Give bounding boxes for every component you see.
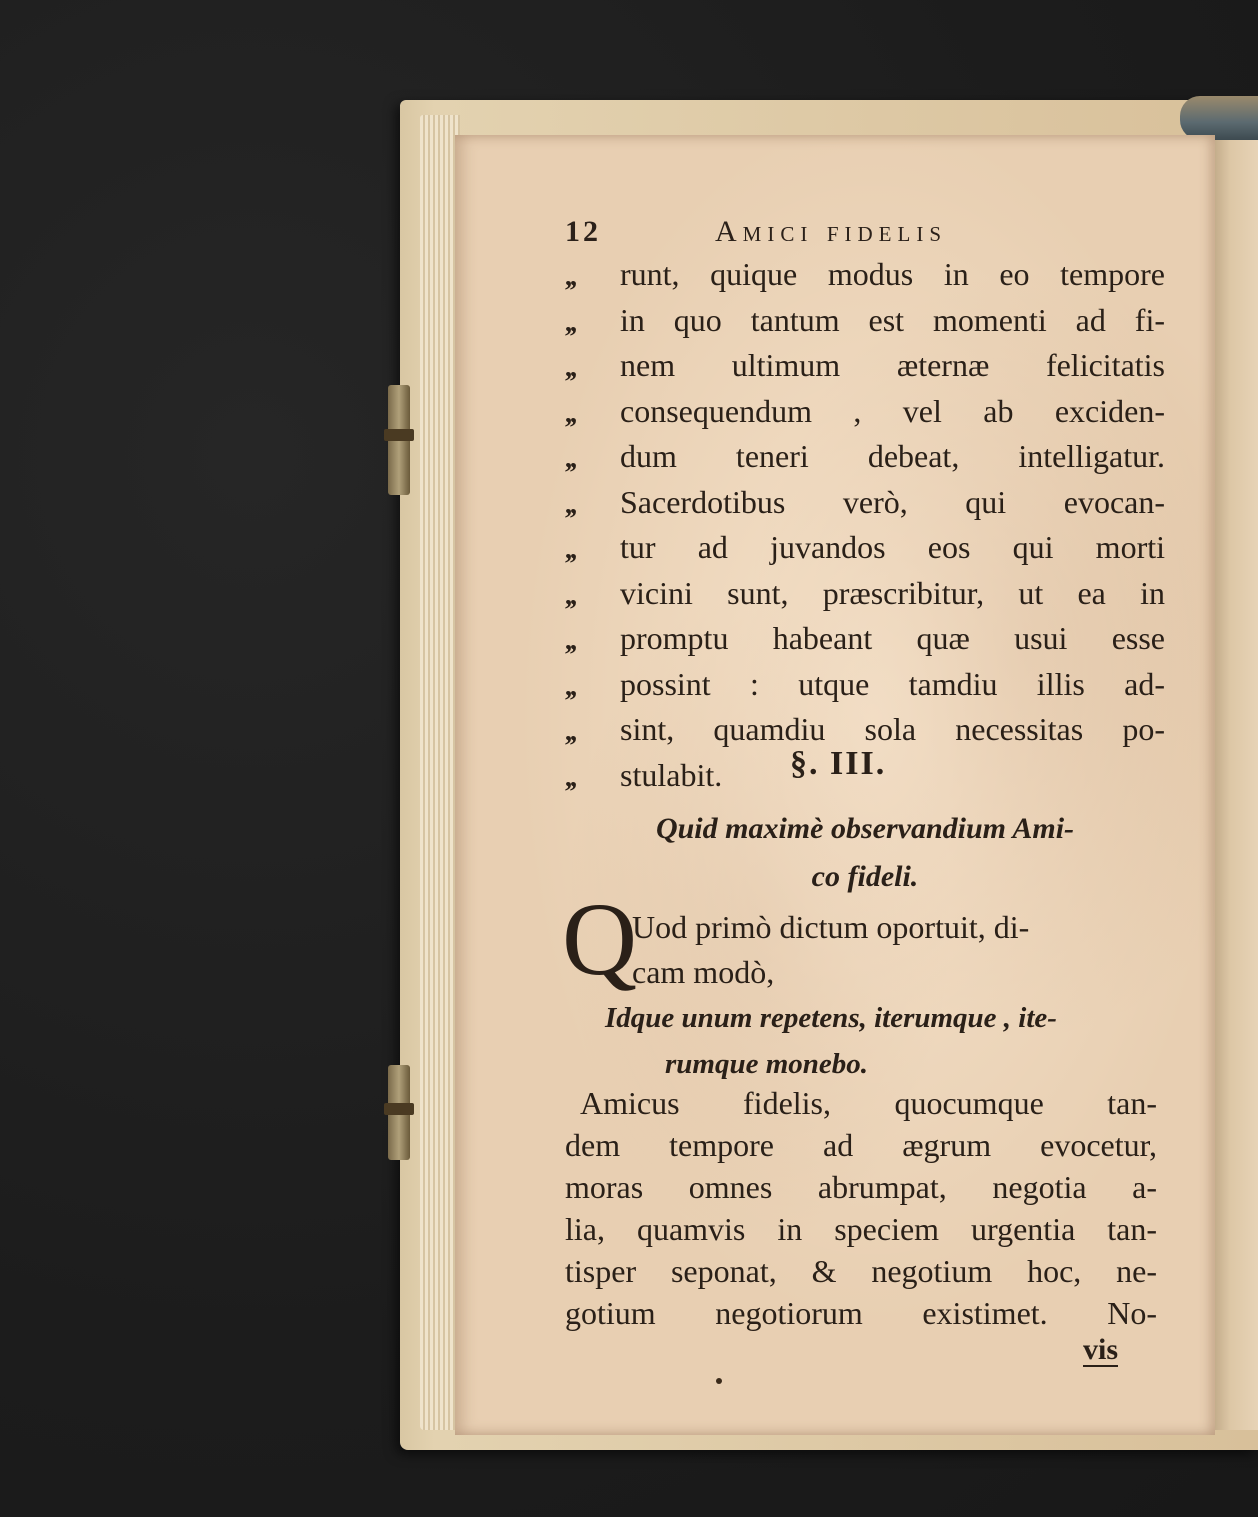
paragraph-line: dem tempore ad ægrum evocetur, xyxy=(565,1127,1157,1163)
quote-line xyxy=(565,434,1165,480)
paragraph-line: moras omnes abrumpat, negotia a- xyxy=(565,1169,1157,1205)
paragraph-line: Amicus fidelis, quocumque tan- xyxy=(580,1085,1157,1121)
quote-mark: ,, xyxy=(565,534,575,565)
running-head xyxy=(565,215,1035,249)
quote-line-text: vicini sunt, præscribitur, ut ea in xyxy=(620,574,1165,611)
ink-spot xyxy=(716,1378,722,1384)
paragraph-line: tisper seponat, & negotium hoc, ne- xyxy=(565,1253,1157,1289)
paragraph-line: gotium negotiorum existimet. No- xyxy=(565,1295,1157,1331)
quote-line xyxy=(565,389,1165,435)
paragraph-line: Uod primò dictum oportuit, di- xyxy=(632,909,1030,945)
clasp-bottom-icon xyxy=(388,1065,410,1160)
quote-mark: ,, xyxy=(565,261,575,292)
quote-mark: ,, xyxy=(565,488,575,520)
subtitle-line-1: Quid maximè observandium Ami- xyxy=(655,812,1075,845)
facing-page-edge xyxy=(1212,140,1258,1430)
quote-line xyxy=(565,252,1165,298)
quoted-passage xyxy=(565,252,1165,798)
quote-line-text: possint : utque tamdiu illis ad- xyxy=(620,665,1165,702)
paragraph-line: cam modò, xyxy=(632,954,775,990)
quote-mark: ,, xyxy=(565,716,575,747)
quote-line-text: stulabit. xyxy=(620,756,723,793)
quote-line xyxy=(565,343,1165,389)
clasp-top-icon xyxy=(388,385,410,495)
quote-line xyxy=(565,480,1165,526)
quote-line xyxy=(565,298,1165,344)
quote-line xyxy=(565,571,1165,617)
quote-line-text: dum teneri debeat, intelligatur. xyxy=(620,438,1165,474)
quote-mark: ,, xyxy=(565,761,575,793)
quote-line-text: in quo tantum est momenti ad fi- xyxy=(620,301,1165,338)
quote-line-text: sint, quamdiu sola necessitas po- xyxy=(620,711,1165,747)
section-subtitle xyxy=(595,805,1135,901)
verse-quote xyxy=(605,995,1157,1087)
quote-mark: ,, xyxy=(565,670,575,702)
quote-mark: ,, xyxy=(565,397,575,429)
verse-line-2: rumque monebo. xyxy=(665,1048,869,1080)
catchword: vis xyxy=(1083,1333,1119,1366)
quote-line xyxy=(565,662,1165,708)
quote-mark: ,, xyxy=(565,352,575,383)
page-number: 12 xyxy=(565,215,601,248)
paragraph-line: lia, quamvis in speciem urgentia tan- xyxy=(565,1211,1157,1247)
quote-mark: ,, xyxy=(565,625,575,656)
quote-line xyxy=(565,616,1165,662)
drop-cap: Q xyxy=(562,882,638,997)
subtitle-line-2: co fideli. xyxy=(811,860,919,893)
verse-line-1: Idque unum repetens, iterumque , ite- xyxy=(605,1002,1057,1034)
quote-line-text: consequendum , vel ab exciden- xyxy=(620,392,1165,429)
quote-mark: ,, xyxy=(565,306,575,338)
section-heading: §. III. xyxy=(790,745,887,782)
binding-tie xyxy=(1180,96,1258,140)
paragraph-2 xyxy=(565,1082,1157,1334)
quote-line xyxy=(565,525,1165,571)
quote-line-text: tur ad juvandos eos qui morti xyxy=(620,529,1165,565)
running-title: Amici fidelis xyxy=(715,215,947,248)
paragraph-1 xyxy=(632,905,1157,995)
quote-line-text: promptu habeant quæ usui esse xyxy=(620,620,1165,656)
quote-line-text: nem ultimum æternæ felicitatis xyxy=(620,347,1165,383)
quote-line-text: Sacerdotibus verò, qui evocan- xyxy=(620,483,1165,520)
quote-mark: ,, xyxy=(565,579,575,611)
page-edges xyxy=(420,115,460,1430)
quote-mark: ,, xyxy=(565,443,575,474)
quote-line-text: runt, quique modus in eo tempore xyxy=(620,256,1165,292)
